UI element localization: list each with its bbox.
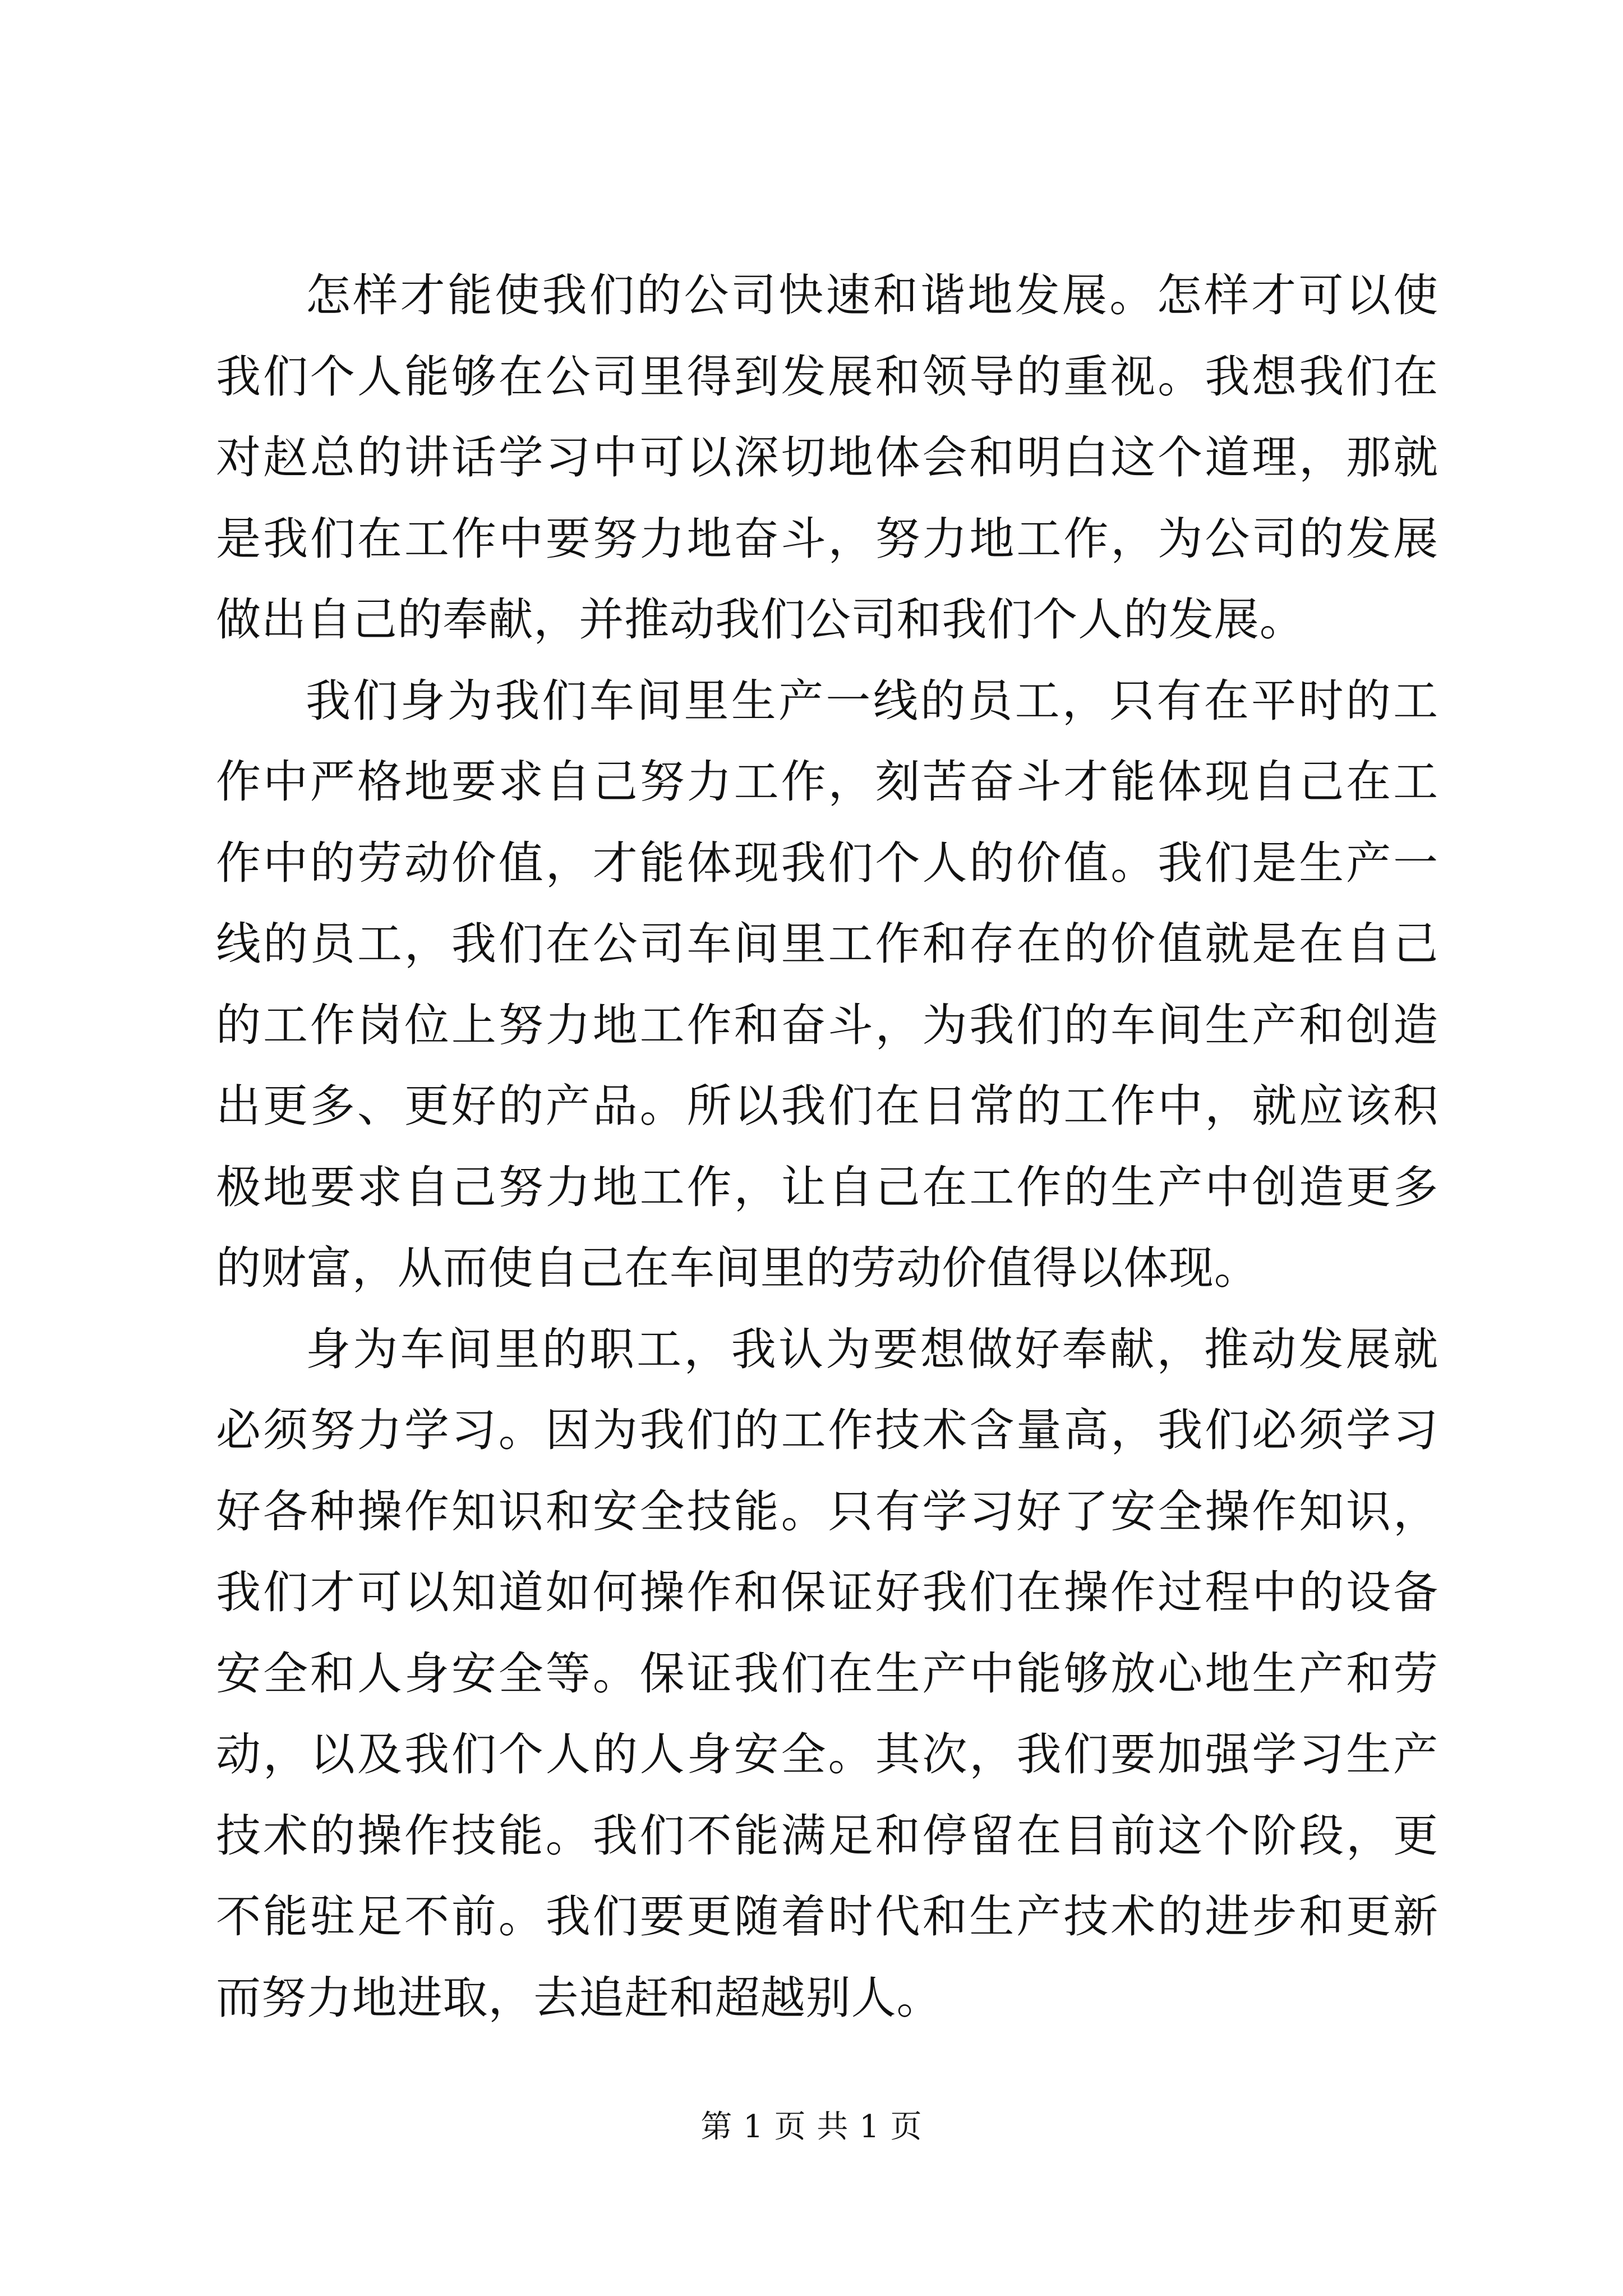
page-footer: 第 1 页 共 1 页 xyxy=(700,2109,923,2145)
document-body xyxy=(216,255,1438,2039)
paragraph-1: 怎样才能使我们的公司快速和谐地发展。怎样才可以使我们个人能够在公司里得到发展和领导的重视。我想我们在对赵总的讲话学习中可以深切地体会和明白这个道理，那就是我们在工作中要努力地奋斗，努力地工作，为公司的发展做出自己的奉献，并推动我们公司和我们个人的发展。 xyxy=(216,269,1438,646)
paragraph-3: 身为车间里的职工，我认为要想做好奉献，推动发展就必须努力学习。因为我们的工作技术含量高，我们必须学习好各种操作知识和安全技能。只有学习好了安全操作知识，我们才可以知道如何操作和保证好我们在操作过程中的设备安全和人身安全等。保证我们在生产中能够放心地生产和劳动，以及我们个人的人身安全。其次，我们要加强学习生产技术的操作技能。我们不能满足和停留在目前这个阶段，更不能驻足不前。我们要更随着时代和生产技术的进步和更新而努力地进取，去追赶和超越别人。 xyxy=(216,1323,1438,2024)
paragraph-2: 我们身为我们车间里生产一线的员工，只有在平时的工作中严格地要求自己努力工作，刻苦奋斗才能体现自己在工作中的劳动价值，才能体现我们个人的价值。我们是生产一线的员工，我们在公司车间里工作和存在的价值就是在自己的工作岗位上努力地工作和奋斗，为我们的车间生产和创造出更多、更好的产品。所以我们在日常的工作中，就应该积极地要求自己努力地工作，让自己在工作的生产中创造更多的财富，从而使自己在车间里的劳动价值得以体现。 xyxy=(216,674,1438,1294)
